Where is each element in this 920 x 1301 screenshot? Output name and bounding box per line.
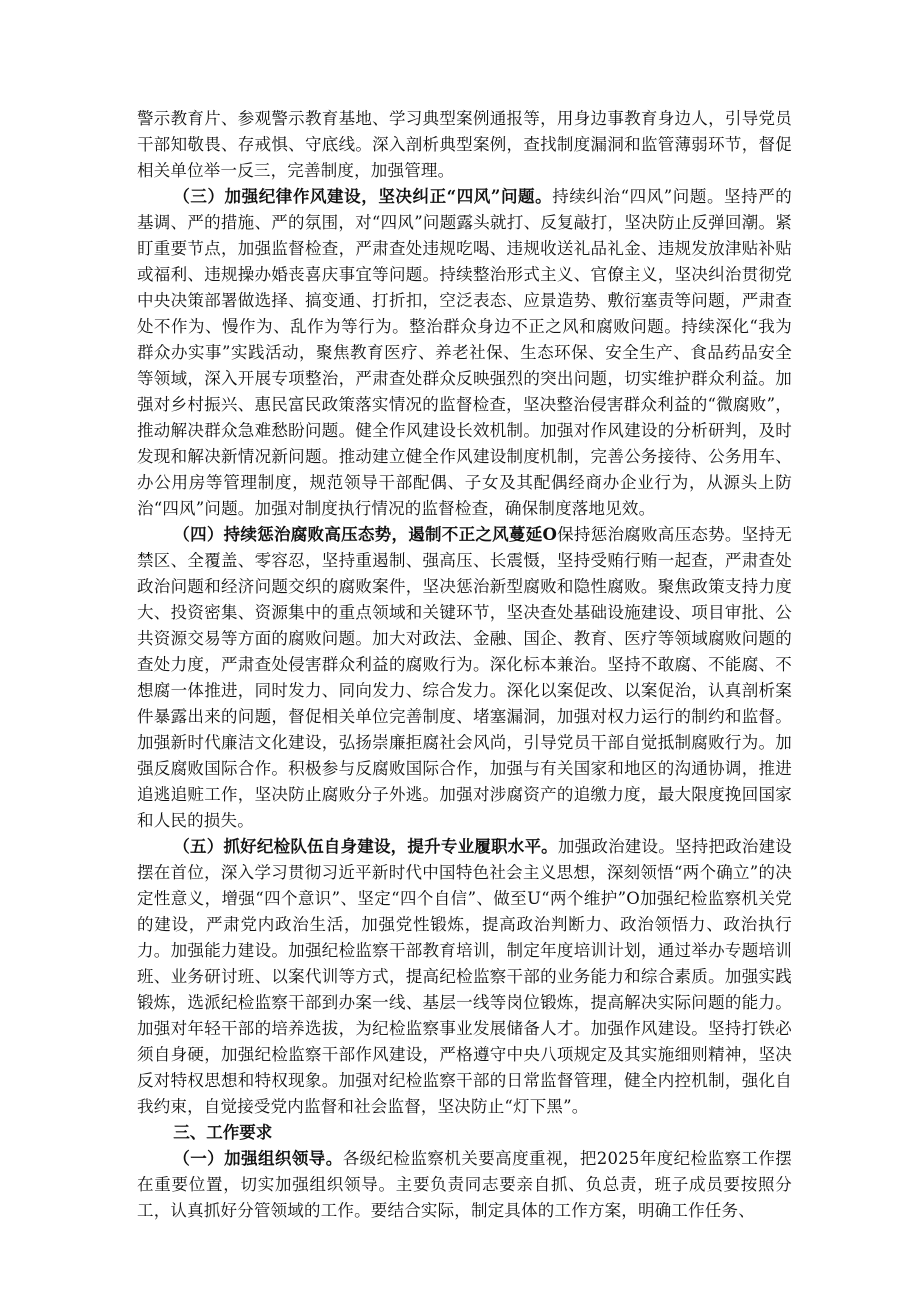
paragraph-lead: （三）加强纪律作风建设，坚决纠正“四风”问题。 [173,187,553,206]
paragraph-lead: （一）加强组织领导。 [173,1149,343,1168]
paragraph-body: 警示教育片、参观警示教育基地、学习典型案例通报等，用身边事教育身边人，引导党员干部知敬畏、存戒惧、守底线。深入剖析典型案例，查找制度漏洞和监管薄弱环节，督促相关单位举一反三，完善制度，加强管理。 [137,109,792,180]
paragraph-section-4 [137,522,792,834]
paragraph-body: 保持惩治腐败高压态势。坚持无禁区、全覆盖、零容忍，坚持重遏制、强高压、长震慑，坚持受贿行贿一起查，严肃查处政治问题和经济问题交织的腐败案件，坚决惩治新型腐败和隐性腐败。聚焦政策支持力度大、投资密集、资源集中的重点领域和关键环节，坚决查处基础设施建设、项目审批、公共资源交易等方面的腐败问题。加大对政法、金融、国企、教育、医疗等领域腐败问题的查处力度，严肃查处侵害群众利益的腐败行为。深化标本兼治。坚持不敢腐、不能腐、不想腐一体推进，同时发力、同向发力、综合发力。深化以案促改、以案促治，认真剖析案件暴露出来的问题，督促相关单位完善制度、堵塞漏洞，加强对权力运行的制约和监督。加强新时代廉洁文化建设，弘扬崇廉拒腐社会风尚，引导党员干部自觉抵制腐败行为。加强反腐败国际合作。积极参与反腐败国际合作，加强与有关国家和地区的沟通协调，推进追逃追赃工作，坚决防止腐败分子外逃。加强对涉腐资产的追缴力度，最大限度挽回国家和人民的损失。 [137,525,792,830]
paragraph-organization-leadership [137,1146,792,1224]
paragraph-lead: （五）抓好纪检队伍自身建设，提升专业履职水平。 [173,837,558,856]
paragraph-body: 持续纠治“四风”问题。坚持严的基调、严的措施、严的氛围，对“四风”问题露头就打、反复敲打，坚决防止反弹回潮。紧盯重要节点，加强监督检查，严肃查处违规吃喝、违规收送礼品礼金、违规发放津贴补贴或福利、违规操办婚丧喜庆事宜等问题。持续整治形式主义、官僚主义，坚决纠治贯彻党中央决策部署做选择、搞变通、打折扣，空泛表态、应景造势、敷衍塞责等问题，严肃查处不作为、慢作为、乱作为等行为。整治群众身边不正之风和腐败问题。持续深化“我为群众办实事”实践活动，聚焦教育医疗、养老社保、生态环保、安全生产、食品药品安全等领域，深入开展专项整治，严肃查处群众反映强烈的突出问题，切实维护群众利益。加强对乡村振兴、惠民富民政策落实情况的监督检查，坚决整治侵害群众利益的“微腐败”，推动解决群众急难愁盼问题。健全作风建设长效机制。加强对作风建设的分析研判，及时发现和解决新情况新问题。推动建立健全作风建设制度机制，完善公务接待、公务用车、办公用房等管理制度，规范领导干部配偶、子女及其配偶经商办企业行为，从源头上防治“四风”问题。加强对制度执行情况的监督检查，确保制度落地见效。 [137,187,792,518]
paragraph-section-3 [137,184,792,522]
paragraph-section-5 [137,834,792,1120]
paragraph-body: 加强政治建设。坚持把政治建设摆在首位，深入学习贯彻习近平新时代中国特色社会主义思想，深刻领悟“两个确立”的决定性意义，增强“四个意识”、坚定“四个自信”、做至U“两个维护”O加强纪检监察机关党的建设，严肃党内政治生活，加强党性锻炼，提高政治判断力、政治领悟力、政治执行力。加强能力建设。加强纪检监察干部教育培训，制定年度培训计划，通过举办专题培训班、业务研讨班、以案代训等方式，提高纪检监察干部的业务能力和综合素质。加强实践锻炼，选派纪检监察干部到办案一线、基层一线等岗位锻炼，提高解决实际问题的能力。加强对年轻干部的培养选拔，为纪检监察事业发展储备人才。加强作风建设。坚持打铁必须自身硬，加强纪检监察干部作风建设，严格遵守中央八项规定及其实施细则精神，坚决反对特权思想和特权现象。加强对纪检监察干部的日常监督管理，健全内控机制，强化自我约束，自觉接受党内监督和社会监督，坚决防止“灯下黑”。 [137,837,792,1116]
section-heading: 三、工作要求 [173,1123,273,1142]
paragraph-body: 各级纪检监察机关要高度重视，把2025年度纪检监察工作摆在重要位置，切实加强组织领导。主要负责同志要亲自抓、负总责，班子成员要按照分工，认真抓好分管领域的工作。要结合实际，制定具体的工作方案，明确工作任务、 [137,1149,793,1220]
paragraph-lead: （四）持续惩治腐败高压态势，遏制不正之风蔓延O [173,525,558,544]
paragraph-continuation [137,106,792,184]
